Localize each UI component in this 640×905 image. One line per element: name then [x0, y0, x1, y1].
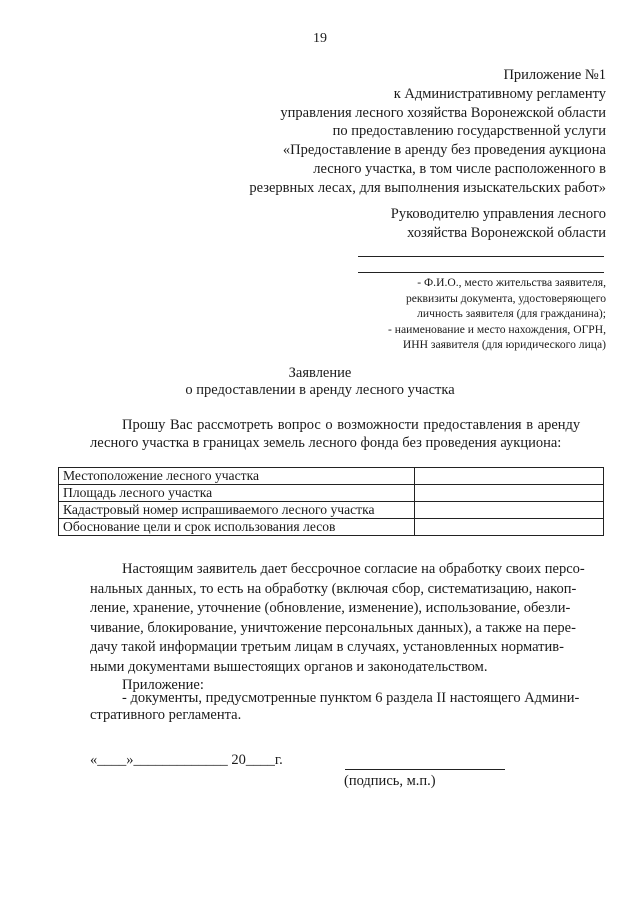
plot-details-table	[58, 467, 604, 536]
table-value-cell[interactable]	[414, 502, 603, 519]
table-label-cell: Местоположение лесного участка	[59, 468, 415, 485]
table-row	[59, 468, 604, 485]
hint-line: личность заявителя (для гражданина);	[417, 307, 606, 321]
consent-line: дачу такой информации третьим лицам в случаях, установленных норматив-	[90, 639, 564, 655]
hint-line: ИНН заявителя (для юридического лица)	[402, 338, 606, 352]
consent-line: нальных данных, то есть на обработку (включая сбор, систематизацию, накоп-	[90, 580, 577, 597]
addressee-line: хозяйства Воронежской области	[407, 224, 606, 241]
appendix-line: «Предоставление в аренду без проведения аукциона	[282, 142, 606, 159]
appendix-line: резервных лесах, для выполнения изыскательских работ»	[249, 179, 606, 196]
document-subtitle: о предоставлении в аренду лесного участка	[185, 382, 455, 398]
table-row	[59, 519, 604, 536]
table-row	[59, 502, 604, 519]
page-number: 19	[313, 31, 327, 46]
applicant-fill-line	[358, 256, 604, 257]
applicant-fill-line	[358, 272, 604, 273]
hint-line: - наименование и место нахождения, ОГРН,	[388, 322, 606, 336]
consent-line: ными документами вышестоящих органов и законодательством.	[90, 658, 488, 675]
hint-line: - Ф.И.О., место жительства заявителя,	[417, 276, 606, 289]
table-label-cell: Площадь лесного участка	[59, 485, 415, 502]
attachment-line: - документы, предусмотренные пунктом 6 раздела II настоящего Админи-	[122, 690, 580, 706]
hint-line: реквизиты документа, удостоверяющего	[405, 291, 606, 305]
consent-line: чивание, блокирование, уничтожение персональных данных), а также на пере-	[90, 619, 576, 636]
table-value-cell[interactable]	[414, 519, 603, 536]
date-fill-line: «____»_____________ 20____г.	[90, 752, 283, 768]
signature-caption: (подпись, м.п.)	[344, 773, 436, 789]
consent-line: Настоящим заявитель дает бессрочное согласие на обработку своих персо-	[122, 561, 585, 577]
appendix-line: лесного участка, в том числе расположенного в	[313, 160, 606, 177]
table-value-cell[interactable]	[414, 485, 603, 502]
request-line: лесного участка в границах земель лесного фонда без проведения аукциона:	[90, 435, 562, 451]
table-label-cell: Обоснование цели и срок использования лесов	[59, 519, 415, 536]
table-label-cell: Кадастровый номер испрашиваемого лесного участка	[59, 502, 415, 519]
addressee-block	[391, 205, 606, 243]
consent-paragraph	[90, 560, 585, 677]
appendix-header	[249, 66, 606, 198]
appendix-line: по предоставлению государственной услуги	[332, 123, 606, 140]
request-line: Прошу Вас рассмотреть вопрос о возможности предоставления в аренду	[122, 417, 581, 433]
signature-line	[345, 769, 505, 770]
attachment-title: Приложение:	[122, 677, 204, 693]
consent-line: ление, хранение, уточнение (обновление, изменение), использование, обезли-	[90, 600, 571, 616]
attachment-line: стративного регламента.	[90, 707, 242, 723]
appendix-line: управления лесного хозяйства Воронежской области	[280, 104, 606, 121]
appendix-line: Приложение №1	[503, 67, 606, 83]
addressee-line: Руководителю управления лесного	[390, 206, 606, 222]
table-row	[59, 485, 604, 502]
table-value-cell[interactable]	[414, 468, 603, 485]
applicant-hints	[388, 275, 606, 353]
document-title: Заявление	[288, 365, 352, 381]
appendix-line: к Административному регламенту	[393, 85, 606, 102]
